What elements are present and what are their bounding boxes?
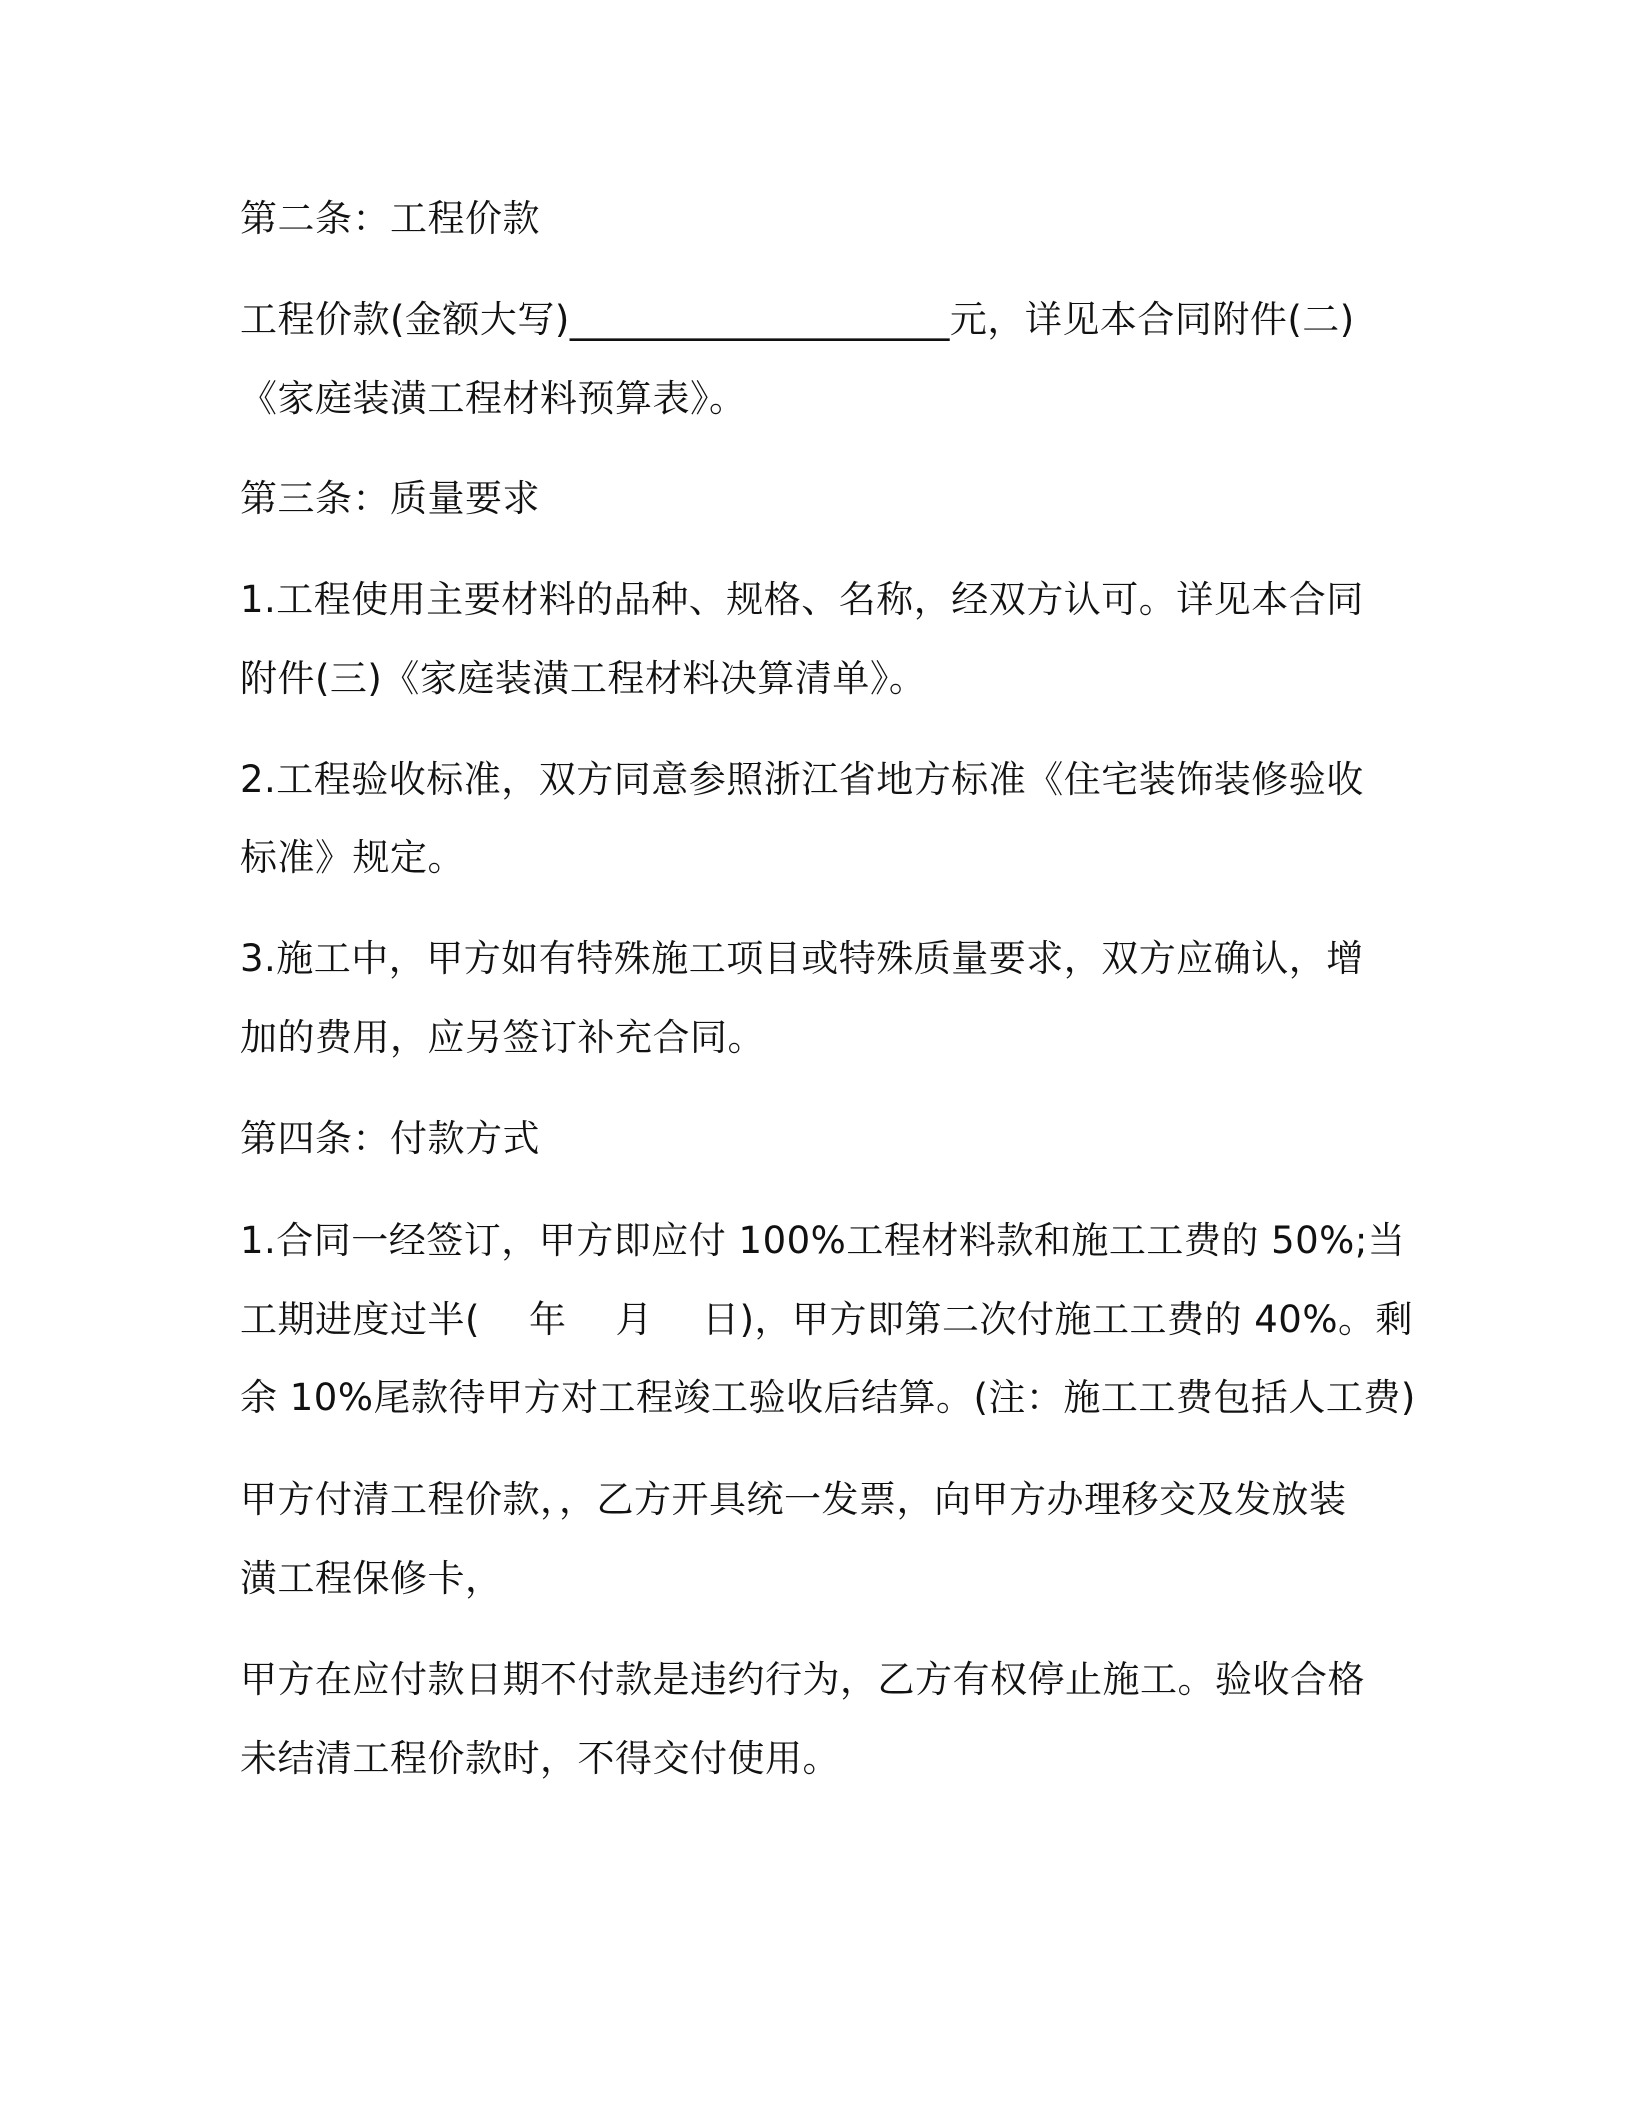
payment-item-1-line-2: 工期进度过半( 年 月 日)，甲方即第二次付施工工费的 40%。剩 (240, 1298, 1414, 1341)
payment-item-1-line-1: 1.合同一经签订，甲方即应付 100%工程材料款和施工工费的 50%;当 (240, 1219, 1406, 1262)
payment-item-1-line-3: 余 10%尾款待甲方对工程竣工验收后结算。(注：施工工费包括人工费) (240, 1376, 1416, 1419)
section-2-heading: 第二条：工程价款 (240, 197, 540, 240)
quality-item-1-line-1: 1.工程使用主要材料的品种、规格、名称，经双方认可。详见本合同 (240, 578, 1364, 621)
quality-item-3-line-2: 加的费用，应另签订补充合同。 (240, 1016, 765, 1059)
payment-para-3-line-1: 甲方在应付款日期不付款是违约行为，乙方有权停止施工。验收合格 (240, 1658, 1365, 1701)
quality-item-3-line-1: 3.施工中，甲方如有特殊施工项目或特殊质量要求，双方应确认，增 (240, 937, 1364, 980)
contract-price-line-1: 工程价款(金额大写)____________________元，详见本合同附件(二) (240, 298, 1355, 341)
payment-para-2-line-1: 甲方付清工程价款，，乙方开具统一发票，向甲方办理移交及发放装 (240, 1478, 1347, 1521)
payment-para-2-line-2: 潢工程保修卡， (240, 1557, 503, 1600)
quality-item-2-line-2: 标准》规定。 (240, 836, 465, 879)
quality-item-1-line-2: 附件(三)《家庭装潢工程材料决算清单》。 (240, 657, 927, 700)
section-3-heading: 第三条：质量要求 (240, 477, 540, 520)
payment-para-3-line-2: 未结清工程价款时，不得交付使用。 (240, 1737, 840, 1780)
quality-item-2-line-1: 2.工程验收标准，双方同意参照浙江省地方标准《住宅装饰装修验收 (240, 758, 1364, 801)
contract-price-line-2: 《家庭装潢工程材料预算表》。 (240, 377, 747, 420)
section-4-heading: 第四条：付款方式 (240, 1117, 540, 1160)
